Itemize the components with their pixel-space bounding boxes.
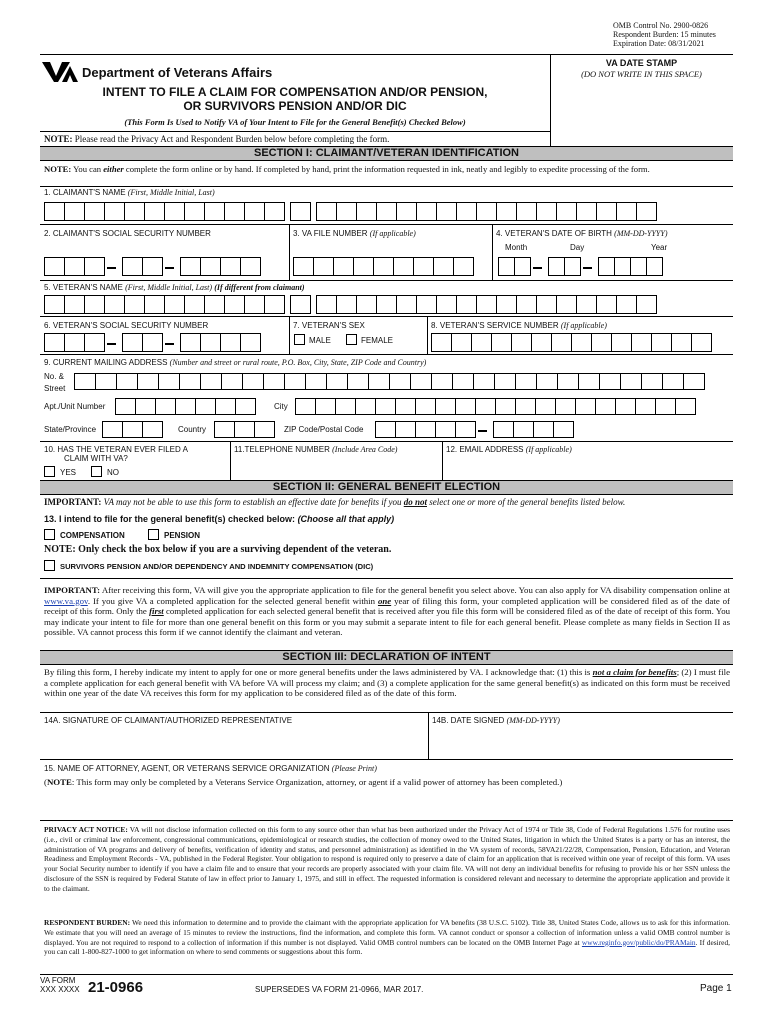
section2-important: IMPORTANT: VA may not be able to use this form to establish an effective date for benefits if you do not select one or more of the general benefits listed below. [44, 497, 626, 507]
omb-control: OMB Control No. 2900-0826 [613, 21, 709, 30]
char-cell[interactable] [221, 373, 243, 390]
zip-label: ZIP Code/Postal Code [284, 425, 364, 434]
field10-label: 10. HAS THE VETERAN EVER FILED A CLAIM WITH VA? [44, 445, 188, 463]
char-cell[interactable] [641, 373, 663, 390]
char-cell[interactable] [576, 295, 597, 314]
char-cell[interactable] [451, 333, 472, 352]
char-cell[interactable] [215, 398, 236, 415]
section3-title: SECTION III: DECLARATION OF INTENT [40, 650, 733, 665]
char-cell[interactable] [616, 295, 637, 314]
field12-label: 12. EMAIL ADDRESS (If applicable) [446, 445, 572, 454]
char-cell[interactable] [44, 257, 65, 276]
separator-dash [107, 267, 116, 269]
char-cell[interactable] [144, 295, 165, 314]
char-cell[interactable] [452, 373, 474, 390]
section1-title: SECTION I: CLAIMANT/VETERAN IDENTIFICATION [40, 146, 733, 161]
char-cell[interactable] [326, 373, 348, 390]
pension-checkbox[interactable] [148, 529, 159, 540]
char-cell[interactable] [356, 295, 377, 314]
char-cell[interactable] [630, 257, 647, 276]
separator-dash [165, 267, 174, 269]
char-cell[interactable] [389, 373, 411, 390]
char-cell[interactable] [475, 398, 496, 415]
char-cell[interactable] [84, 333, 105, 352]
char-cell[interactable] [596, 202, 617, 221]
char-cell[interactable] [473, 373, 495, 390]
char-cell[interactable] [491, 333, 512, 352]
char-cell[interactable] [84, 257, 105, 276]
separator-dash [107, 343, 116, 345]
survivors-checkbox[interactable] [44, 560, 55, 571]
char-cell[interactable] [531, 333, 552, 352]
char-cell[interactable] [494, 373, 516, 390]
privacy-act-notice: PRIVACY ACT NOTICE: VA will not disclose information collected on this form to any source other than what has been authorized under the Privacy Act of 1974 or Title 38, Code of Federal Regulations 1.576 for routine uses (i.e., civil or criminal law enforcement, congressional communications, epidemiological or research studies, the collection of money owed to the United States, litigation in which the United States is a party or has an interest, the administration of VA programs and delivery of benefits, verification of identity and status, and personnel administration) as identified in the VA system of records, 58VA21/22/28, Compensation, Pension, Education, and Veteran Readiness and Employment Records - VA, published in the Federal Register. Your obligation to respond is required only to preserve a date of claim for an application that is received within one year of receipt of this form. VA uses your Social Security number to identify if you have a claim file and to ensure that your records are properly associated with your claim file. VA will not deny an individual benefits for refusing to provide his or her SSN unless the disclosure of the SSN is required by Federal Statute of law in effect prior to January 1, 1975, and still in effect. The requested information is considered relevant and necessary to determine the appropriate application and provide it to the claimant. [44, 825, 730, 893]
char-cell[interactable] [375, 421, 396, 438]
separator-dash [165, 343, 174, 345]
char-cell[interactable] [204, 295, 225, 314]
char-cell[interactable] [44, 333, 65, 352]
char-cell[interactable] [515, 373, 537, 390]
char-cell[interactable] [655, 398, 676, 415]
char-cell[interactable] [393, 257, 414, 276]
char-cell[interactable] [175, 398, 196, 415]
char-cell[interactable] [142, 421, 163, 438]
char-cell[interactable] [64, 257, 85, 276]
char-cell[interactable] [180, 257, 201, 276]
char-cell[interactable] [551, 333, 572, 352]
char-cell[interactable] [513, 421, 534, 438]
char-cell[interactable] [293, 257, 314, 276]
char-cell[interactable] [598, 257, 615, 276]
street-label: Street [44, 384, 66, 393]
char-cell[interactable] [316, 202, 337, 221]
char-cell[interactable] [576, 202, 597, 221]
char-cell[interactable] [456, 202, 477, 221]
char-cell[interactable] [164, 295, 185, 314]
char-cell[interactable] [336, 202, 357, 221]
char-cell[interactable] [620, 373, 642, 390]
char-cell[interactable] [220, 257, 241, 276]
char-cell[interactable] [313, 257, 334, 276]
filed-no-checkbox[interactable] [91, 466, 102, 477]
va-logo-icon [40, 60, 80, 84]
char-cell[interactable] [476, 202, 497, 221]
char-cell[interactable] [511, 333, 532, 352]
char-cell[interactable] [74, 373, 96, 390]
char-cell[interactable] [295, 398, 316, 415]
char-cell[interactable] [436, 295, 457, 314]
char-cell[interactable] [244, 295, 265, 314]
char-cell[interactable] [122, 257, 143, 276]
field14b-label: 14B. DATE SIGNED (MM-DD-YYYY) [432, 716, 560, 725]
char-cell[interactable] [122, 333, 143, 352]
char-cell[interactable] [536, 373, 558, 390]
char-cell[interactable] [290, 295, 311, 314]
char-cell[interactable] [416, 295, 437, 314]
char-cell[interactable] [395, 421, 416, 438]
attorney-note: (NOTE: This form may only be completed by a Veterans Service Organization, attorney, or agent if a valid power of attorney has been completed.) [44, 777, 563, 787]
char-cell[interactable] [158, 373, 180, 390]
char-cell[interactable] [95, 373, 117, 390]
char-cell[interactable] [495, 398, 516, 415]
char-cell[interactable] [244, 202, 265, 221]
form-subtitle: (This Form Is Used to Notify VA of Your Intent to File for the General Benefit(s) Checked Below) [124, 117, 466, 127]
char-cell[interactable] [179, 373, 201, 390]
char-cell[interactable] [240, 257, 261, 276]
char-cell[interactable] [415, 398, 436, 415]
char-cell[interactable] [436, 202, 457, 221]
char-cell[interactable] [356, 202, 377, 221]
survivors-label: SURVIVORS PENSION AND/OR DEPENDENCY AND INDEMNITY COMPENSATION (DIC) [60, 562, 374, 571]
char-cell[interactable] [599, 373, 621, 390]
char-cell[interactable] [195, 398, 216, 415]
char-cell[interactable] [242, 373, 264, 390]
char-cell[interactable] [591, 333, 612, 352]
char-cell[interactable] [646, 257, 663, 276]
char-cell[interactable] [305, 373, 327, 390]
char-cell[interactable] [336, 295, 357, 314]
char-cell[interactable] [516, 202, 537, 221]
field7-label: 7. VETERAN'S SEX [293, 321, 365, 330]
field6-label: 6. VETERAN'S SOCIAL SECURITY NUMBER [44, 321, 209, 330]
char-cell[interactable] [355, 398, 376, 415]
header-note: NOTE: Please read the Privacy Act and Respondent Burden below before completing the form. [44, 134, 390, 144]
separator-dash [478, 430, 487, 432]
char-cell[interactable] [575, 398, 596, 415]
char-cell[interactable] [142, 257, 163, 276]
char-cell[interactable] [564, 257, 581, 276]
char-cell[interactable] [180, 333, 201, 352]
country-label: Country [178, 425, 207, 434]
char-cell[interactable] [335, 398, 356, 415]
char-cell[interactable] [453, 257, 474, 276]
char-cell[interactable] [122, 421, 143, 438]
char-cell[interactable] [204, 202, 225, 221]
field14a-label: 14A. SIGNATURE OF CLAIMANT/AUTHORIZED REPRESENTATIVE [44, 716, 293, 725]
street-no-label: No. & [44, 372, 65, 381]
char-cell[interactable] [516, 295, 537, 314]
char-cell[interactable] [611, 333, 632, 352]
char-cell[interactable] [395, 398, 416, 415]
char-cell[interactable] [376, 295, 397, 314]
char-cell[interactable] [224, 202, 245, 221]
char-cell[interactable] [431, 373, 453, 390]
char-cell[interactable] [184, 295, 205, 314]
section1-note: NOTE: You can either complete the form online or by hand. If completed by hand, print the information requested in ink, neatly and legibly to expedite processing of the form. [44, 164, 650, 174]
char-cell[interactable] [662, 373, 684, 390]
filed-yes-checkbox[interactable] [44, 466, 55, 477]
char-cell[interactable] [284, 373, 306, 390]
char-cell[interactable] [471, 333, 492, 352]
char-cell[interactable] [415, 421, 436, 438]
omb-burden: Respondent Burden: 15 minutes [613, 30, 716, 39]
char-cell[interactable] [124, 202, 145, 221]
char-cell[interactable] [84, 202, 105, 221]
reginfo-link[interactable]: www.reginfo.gov/public/do/PRAMain [581, 937, 696, 947]
omb-block [613, 21, 716, 48]
char-cell[interactable] [455, 398, 476, 415]
dept-name: Department of Veterans Affairs [82, 65, 273, 80]
char-cell[interactable] [102, 421, 123, 438]
char-cell[interactable] [200, 333, 221, 352]
stamp-subtitle: (DO NOT WRITE IN THIS SPACE) [581, 69, 702, 79]
char-cell[interactable] [104, 295, 125, 314]
char-cell[interactable] [137, 373, 159, 390]
char-cell[interactable] [455, 421, 476, 438]
separator-dash [533, 267, 542, 269]
char-cell[interactable] [435, 398, 456, 415]
page-number: Page 1 [700, 983, 732, 994]
char-cell[interactable] [435, 421, 456, 438]
char-cell[interactable] [533, 421, 554, 438]
male-checkbox[interactable] [294, 334, 305, 345]
char-cell[interactable] [64, 333, 85, 352]
footer-form-label: VA FORM XXX XXXX [40, 976, 80, 994]
char-cell[interactable] [84, 295, 105, 314]
char-cell[interactable] [493, 421, 514, 438]
char-cell[interactable] [200, 373, 222, 390]
char-cell[interactable] [410, 373, 432, 390]
char-cell[interactable] [234, 421, 255, 438]
char-cell[interactable] [155, 398, 176, 415]
male-label: MALE [309, 336, 331, 345]
char-cell[interactable] [115, 398, 136, 415]
char-cell[interactable] [614, 257, 631, 276]
char-cell[interactable] [333, 257, 354, 276]
char-cell[interactable] [571, 333, 592, 352]
char-cell[interactable] [556, 202, 577, 221]
char-cell[interactable] [254, 421, 275, 438]
char-cell[interactable] [496, 295, 517, 314]
field5-label: 5. VETERAN'S NAME (First, Middle Initial, Last) (If different from claimant) [44, 283, 305, 292]
char-cell[interactable] [44, 202, 65, 221]
stamp-title: VA DATE STAMP [605, 58, 678, 68]
char-cell[interactable] [616, 202, 637, 221]
char-cell[interactable] [555, 398, 576, 415]
char-cell[interactable] [368, 373, 390, 390]
char-cell[interactable] [396, 295, 417, 314]
char-cell[interactable] [536, 202, 557, 221]
yes-label: YES [60, 468, 77, 477]
field3-label: 3. VA FILE NUMBER (If applicable) [293, 229, 416, 238]
char-cell[interactable] [635, 398, 656, 415]
signature-input[interactable] [44, 727, 424, 757]
state-label: State/Province [44, 425, 97, 434]
separator-dash [583, 267, 592, 269]
char-cell[interactable] [548, 257, 565, 276]
dob-day-label: Day [570, 243, 585, 252]
char-cell[interactable] [683, 373, 705, 390]
char-cell[interactable] [375, 398, 396, 415]
date-signed-input[interactable] [432, 727, 728, 757]
section2-important2: IMPORTANT: After receiving this form, VA will give you the appropriate application to file for the general benefit you select above. You can also apply for VA disability compensation online at www.va.gov. If you give VA a completed application for the selected general benefit within one year of filing this form, your completed application will be considered filed as of the date of receipt of this form. Only the first completed application for each selected general benefit that is received after you file this form will be considered filed as of the date of receipt of this form. You may indicate your intent to file for more than one general benefit on this form or you may submit a separate intent to file for each general benefit. Please complete as many fields in Section II as possible. VA cannot process this form if we cannot identify the claimant and veteran. [44, 585, 731, 637]
char-cell[interactable] [631, 333, 652, 352]
no-label: NO [107, 468, 119, 477]
respondent-burden: RESPONDENT BURDEN: We need this information to determine and to provide the claimant with the appropriate application for VA benefits (38 U.S.C. 5102). Title 38, United States Code, allows us to ask for this information. We estimate that you will need an average of 15 minutes to review the instructions, find the information, and complete this form. VA cannot conduct or sponsor a collection of information unless a valid OMB control number is displayed. You are not required to respond to a collection of information if this number is not displayed. Valid OMB control numbers can be located on the OMB Internet Page at www.reginfo.gov/public/do/PRAMain. If desired, you can call 1-800-827-1000 to get information on where to send comments or suggestions about this form. [44, 918, 730, 957]
char-cell[interactable] [64, 295, 85, 314]
declaration-text: By filing this form, I hereby indicate my intent to apply for one or more general benefits under the laws administered by VA. I acknowledge that: (1) this is not a claim for benefits; (2) I must file a complete application for each general benefit with VA before VA will process my claim; and (3) a complete application for the same general benefit(s) as indicated on this form must be received within one year of the date VA receives this form for my application to be considered filed as of the date of this form. [44, 667, 731, 698]
field9-label: 9. CURRENT MAILING ADDRESS (Number and street or rural route, P.O. Box, City, State, ZIP Code and Country) [44, 358, 427, 367]
char-cell[interactable] [264, 295, 285, 314]
char-cell[interactable] [64, 202, 85, 221]
char-cell[interactable] [636, 202, 657, 221]
field8-label: 8. VETERAN'S SERVICE NUMBER (If applicable) [431, 321, 607, 330]
char-cell[interactable] [164, 202, 185, 221]
char-cell[interactable] [535, 398, 556, 415]
char-cell[interactable] [431, 333, 452, 352]
char-cell[interactable] [596, 295, 617, 314]
char-cell[interactable] [347, 373, 369, 390]
dob-year-label: Year [651, 243, 668, 252]
field1-label: 1. CLAIMANT'S NAME (First, Middle Initial, Last) [44, 188, 215, 197]
char-cell[interactable] [315, 398, 336, 415]
field11-label: 11.TELEPHONE NUMBER (Include Area Code) [234, 445, 398, 454]
section2-title: SECTION II: GENERAL BENEFIT ELECTION [40, 480, 733, 495]
char-cell[interactable] [124, 295, 145, 314]
char-cell[interactable] [675, 398, 696, 415]
omb-expiration: Expiration Date: 08/31/2021 [613, 39, 705, 48]
char-cell[interactable] [373, 257, 394, 276]
survivor-note: NOTE: Only check the box below if you are a surviving dependent of the veteran. [44, 544, 392, 555]
va-gov-link[interactable]: www.va.gov [44, 595, 88, 606]
char-cell[interactable] [416, 202, 437, 221]
dob-month-label: Month [505, 243, 528, 252]
form-title: INTENT TO FILE A CLAIM FOR COMPENSATION AND/OR PENSION, OR SURVIVORS PENSION AND/OR DIC [102, 85, 488, 113]
char-cell[interactable] [578, 373, 600, 390]
compensation-label: COMPENSATION [60, 531, 125, 540]
char-cell[interactable] [264, 202, 285, 221]
char-cell[interactable] [476, 295, 497, 314]
char-cell[interactable] [290, 202, 311, 221]
char-cell[interactable] [116, 373, 138, 390]
field15-label: 15. NAME OF ATTORNEY, AGENT, OR VETERANS SERVICE ORGANIZATION (Please Print) [44, 764, 377, 773]
field2-label: 2. CLAIMANT'S SOCIAL SECURITY NUMBER [44, 229, 211, 238]
char-cell[interactable] [214, 421, 235, 438]
char-cell[interactable] [316, 295, 337, 314]
char-cell[interactable] [396, 202, 417, 221]
char-cell[interactable] [557, 373, 579, 390]
char-cell[interactable] [376, 202, 397, 221]
char-cell[interactable] [240, 333, 261, 352]
char-cell[interactable] [144, 202, 165, 221]
female-checkbox[interactable] [346, 334, 357, 345]
char-cell[interactable] [691, 333, 712, 352]
char-cell[interactable] [456, 295, 477, 314]
char-cell[interactable] [104, 202, 125, 221]
char-cell[interactable] [536, 295, 557, 314]
attorney-name-input[interactable] [44, 790, 730, 818]
char-cell[interactable] [353, 257, 374, 276]
char-cell[interactable] [224, 295, 245, 314]
char-cell[interactable] [595, 398, 616, 415]
char-cell[interactable] [433, 257, 454, 276]
char-cell[interactable] [556, 295, 577, 314]
city-label: City [274, 402, 288, 411]
char-cell[interactable] [514, 257, 531, 276]
char-cell[interactable] [200, 257, 221, 276]
char-cell[interactable] [142, 333, 163, 352]
char-cell[interactable] [184, 202, 205, 221]
q13-label: 13. I intend to file for the general benefit(s) checked below: (Choose all that apply) [44, 514, 395, 524]
char-cell[interactable] [553, 421, 574, 438]
pension-label: PENSION [164, 531, 201, 540]
char-cell[interactable] [498, 257, 515, 276]
char-cell[interactable] [636, 295, 657, 314]
char-cell[interactable] [263, 373, 285, 390]
female-label: FEMALE [361, 336, 394, 345]
char-cell[interactable] [671, 333, 692, 352]
supersedes-text: SUPERSEDES VA FORM 21-0966, MAR 2017. [255, 985, 424, 994]
char-cell[interactable] [615, 398, 636, 415]
form-number: 21-0966 [88, 979, 144, 996]
char-cell[interactable] [651, 333, 672, 352]
char-cell[interactable] [413, 257, 434, 276]
apt-label: Apt./Unit Number [44, 402, 106, 411]
char-cell[interactable] [496, 202, 517, 221]
char-cell[interactable] [135, 398, 156, 415]
char-cell[interactable] [220, 333, 241, 352]
char-cell[interactable] [235, 398, 256, 415]
field4-label: 4. VETERAN'S DATE OF BIRTH (MM-DD-YYYY) [496, 229, 668, 238]
char-cell[interactable] [44, 295, 65, 314]
char-cell[interactable] [515, 398, 536, 415]
compensation-checkbox[interactable] [44, 529, 55, 540]
